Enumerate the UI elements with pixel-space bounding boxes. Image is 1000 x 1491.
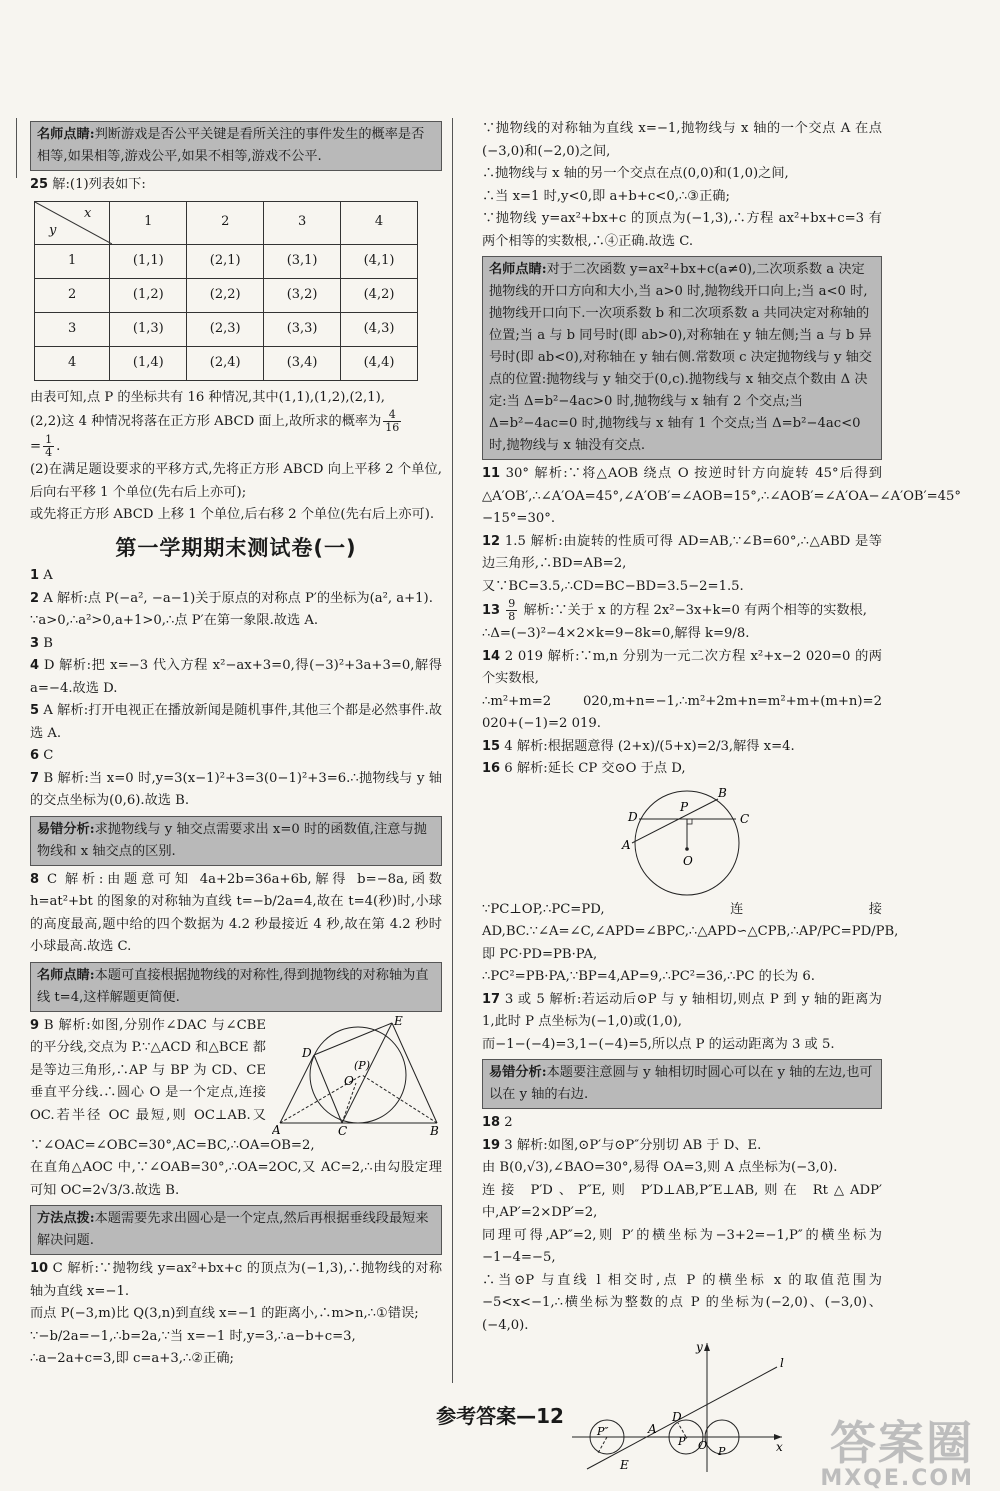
label-x: x xyxy=(776,1440,783,1454)
watermark-logo: 答案圈 xyxy=(830,1416,974,1470)
label-A: A xyxy=(648,1422,657,1436)
q19-line2: 由 B(0,√3),∠BAO=30°,易得 OA=3,则 A 点坐标为(−3,0). xyxy=(482,1160,838,1175)
q9-figure xyxy=(272,1015,442,1135)
right-line3: ∴当 x=1 时,y<0,即 a+b+c<0,∴③正确; xyxy=(482,188,730,204)
q25-line3: = $\frac{1}{4}$ . xyxy=(30,433,61,459)
q10-line4: ∴a−2a+c=3,即 c=a+3,∴②正确; xyxy=(30,1351,234,1366)
label-P: (P) xyxy=(354,1058,370,1072)
label-y: y xyxy=(696,1340,703,1354)
q9-block xyxy=(30,1015,442,1203)
q15: 15 4 解析:根据题意得 (2+x)/(5+x)=2/3,解得 x=4. xyxy=(482,738,795,754)
q17-line2: 而−1−(−4)=3,1−(−4)=5,所以点 P 的运动距离为 3 或 5. xyxy=(482,1036,835,1052)
q12-line2: 又∵BC=3.5,∴CD=BC−BD=3.5−2=1.5. xyxy=(482,578,744,594)
q8: 8 C 解析:由题意可知 4a+2b=36a+6b,解得 b=−8a,函数 h=at²+bt 的图象的对称轴为直线 t=−b/2a=4,故在 t=4(秒)时,小球的高度最高,题中给的四个数据为 4.2 秒最接近 4 秒,故在第 4.2 秒时小球最高.故选 C. xyxy=(30,871,442,954)
label-P: P xyxy=(718,1445,726,1458)
label-B: B xyxy=(718,785,727,800)
tip-box-4: 方法点拨:本题需要先求出圆心是一个定点,然后再根据垂线段最短来解决问题. xyxy=(30,1205,442,1255)
label-D: D xyxy=(672,1410,682,1424)
label-C: C xyxy=(740,811,750,826)
q25-line1: 由表可知,点 P 的坐标共有 16 种情况,其中(1,1),(1,2),(2,1), xyxy=(30,389,385,405)
left-margin-rule xyxy=(16,118,17,178)
watermark-url: MXQE.COM xyxy=(820,1466,974,1491)
table-row: 3 (1,3) (2,3) (3,3) (4,3) xyxy=(35,312,418,346)
q14: 14 2 019 解析:∵m,n 分别为一元二次方程 x²+x−2 020=0 的两个实数根, xyxy=(482,648,882,686)
label-O: O xyxy=(683,853,693,868)
tip-box-6: 易错分析:本题要注意圆与 y 轴相切时圆心可以在 y 轴的左边,也可以在 y 轴的右边. xyxy=(482,1059,882,1109)
fraction: $\frac{1}{4}$ xyxy=(45,433,53,459)
q4: 4 D 解析:把 x=−3 代入方程 x²−ax+3=0,得(−3)²+3a+3=0,解得 a=−4.故选 D. xyxy=(30,658,442,696)
table-row: 2 (1,2) (2,2) (3,2) (4,2) xyxy=(35,278,418,312)
q10-line3: ∵−b/2a=−1,∴b=2a,∵当 x=−1 时,y=3,∴a−b+c=3, xyxy=(30,1328,356,1344)
label-D: D xyxy=(628,809,638,824)
right-line4: ∵抛物线 y=ax²+bx+c 的顶点为(−1,3),∴方程 ax²+bx+c=3 有两个相等的实数根,∴④正确.故选 C. xyxy=(482,211,882,249)
tip-box-5: 名师点睛:对于二次函数 y=ax²+bx+c(a≠0),二次项系数 a 决定抛物线的开口方向和大小,当 a>0 时,抛物线开口向上;当 a<0 时,抛物线开口向下.一次项系数 b 和二次项系数 a 共同决定对称轴的位置;当 a 与 b 同号时(即 ab>0),对称轴在 y 轴左侧;当 a 与 b 异号时(即 ab<0),对称轴在 y 轴右侧.常数项 c 决定抛物线与 y 轴交点的位置:抛物线与 y 轴交于(0,c).抛物线与 x 轴交点个数由 Δ 决定:当 Δ=b²−4ac>0 时,抛物线与 x 轴有 2 个交点;当 Δ=b²−4ac=0 时,抛物线与 x 轴有 1 个交点;当 Δ=b²−4ac<0 时,抛物线与 x 轴没有交点. xyxy=(482,256,882,460)
right-line1: ∵抛物线的对称轴为直线 x=−1,抛物线与 x 轴的一个交点 A 在点(−3,0)和(−2,0)之间, xyxy=(482,121,882,159)
label-P: P xyxy=(680,799,689,814)
q12: 12 1.5 解析:由旋转的性质可得 AD=AB,∵∠B=60°,∴△ABD 是等边三角形,∴BD=AB=2, xyxy=(482,533,882,571)
q25-line4: (2)在满足题设要求的平移方式,先将正方形 ABCD 向上平移 2 个单位,后向右平移 1 个单位(先右后上亦可); xyxy=(30,462,442,500)
tip-box-1: 名师点睛:判断游戏是否公平关键是看所关注的事件发生的概率是否相等,如果相等,游戏公平,如果不相等,游戏不公平. xyxy=(30,121,442,171)
q19-line5: ∴当⊙P 与直线 l 相交时,点 P 的横坐标 x 的取值范围为−5<x<−1,∴横坐标为整数的点 P 的坐标为(−2,0)、(−3,0)、(−4,0). xyxy=(482,1272,882,1333)
label-l: l xyxy=(780,1356,784,1370)
label-B: B xyxy=(430,1123,439,1135)
table-row: 1 (1,1) (2,1) (3,1) (4,1) xyxy=(35,244,418,278)
label-A: A xyxy=(622,837,631,852)
label-P-double-prime: P″ xyxy=(597,1425,609,1438)
q7: 7 B 解析:当 x=0 时,y=3(x−1)²+3=3(0−1)²+3=6.∴抛物线与 y 轴的交点坐标为(0,6).故选 B. xyxy=(30,770,442,808)
tip-box-2: 易错分析:求抛物线与 y 轴交点需要求出 x=0 时的函数值,注意与抛物线和 x 轴交点的区别. xyxy=(30,816,442,866)
table-row: 4 (1,4) (2,4) (3,4) (4,4) xyxy=(35,346,418,380)
q19-line4: 同理可得,AP″=2,则 P′的横坐标为−3+2=−1,P″的横坐标为−1−4=−5, xyxy=(482,1227,882,1265)
tip-box-3: 名师点睛:本题可直接根据抛物线的对称性,得到抛物线的对称轴为直线 t=4,这样解题更简便. xyxy=(30,962,442,1012)
left-column xyxy=(30,118,442,1371)
q10-line2: 而点 P(−3,m)比 Q(3,n)到直线 x=−1 的距离小,∴m>n,∴①错误; xyxy=(30,1306,419,1321)
q25-line5: 或先将正方形 ABCD 上移 1 个单位,后右移 2 个单位(先右后上亦可). xyxy=(30,507,435,522)
section-title: 第一学期期末测试卷(一) xyxy=(115,535,357,560)
q19-line3: 连接 P′D、P″E,则 P′D⊥AB,P″E⊥AB,则在 Rt△ADP′中,AP′=2×DP′=2, xyxy=(482,1182,882,1220)
q19: 19 3 解析:如图,⊙P′与⊙P″分别切 AB 于 D、E. xyxy=(482,1137,762,1153)
q14-line2: ∴m²+m=2 020,m+n=−1,∴m²+2m+n=m²+m+(m+n)=2 020+(−1)=2 019. xyxy=(482,693,882,731)
fraction: $\frac{9}{8}$ xyxy=(508,597,516,623)
label-A: A xyxy=(272,1122,281,1135)
label-D: D xyxy=(302,1045,312,1060)
q1: 1 A xyxy=(30,568,53,583)
col-head: 4 xyxy=(341,201,418,244)
q16-figure xyxy=(482,781,882,899)
col-head: 1 xyxy=(110,201,187,244)
label-E: E xyxy=(394,1014,403,1028)
label-P-prime: P′ xyxy=(678,1435,688,1448)
q2: 2 A 解析:点 P(−a², −a−1)关于原点的对称点 P′的坐标为(a², a+1). xyxy=(30,590,433,606)
label-C: C xyxy=(338,1123,348,1135)
q25-head: 25 解:(1)列表如下: xyxy=(30,177,146,192)
q13-line2: ∴Δ=(−3)²−4×2×k=9−8k=0,解得 k=9/8. xyxy=(482,626,750,641)
right-line2: ∴抛物线与 x 轴的另一个交点在点(0,0)和(1,0)之间, xyxy=(482,166,789,181)
q16-line2: ∵PC⊥OP,∴PC=PD,连接 AD,BC.∵∠A=∠C,∠APD=∠BPC,∴△APD∽△CPB,∴AP/PC=PD/PB,即 PC·PD=PB·PA, xyxy=(482,901,899,962)
q9-line2: 在直角△AOC 中,∵∠OAB=30°,∴OA=2OC,又 AC=2,∴由勾股定理可知 OC=2√3/3.故选 B. xyxy=(30,1160,442,1198)
fraction: $\frac{4}{16}$ xyxy=(385,408,400,434)
q17: 17 3 或 5 解析:若运动后⊙P 与 y 轴相切,则点 P 到 y 轴的距离为 1,此时 P 点坐标为(−1,0)或(1,0), xyxy=(482,991,882,1029)
q9: 9 B 解析:如图,分别作∠DAC 与∠CBE 的平分线,交点为 P.∵△ACD 和△BCE 都是等边三角形,∴AP 与 BP 为 CD、CE 垂直平分线.∴圆心 O 是一个定点,连接 OC.若半径 OC 最短,则 OC⊥AB.又∵∠OAC=∠OBC=30°,AC=BC,∴OA=OB=2, xyxy=(30,1017,315,1153)
label-E: E xyxy=(620,1458,629,1472)
q6: 6 C xyxy=(30,748,54,763)
q13: 13 $\frac{9}{8}$ 解析:∵关于 x 的方程 2x²−3x+k=0 有两个相等的实数根, xyxy=(482,597,867,623)
table-corner: x y xyxy=(35,201,110,244)
q5: 5 A 解析:打开电视正在播放新闻是随机事件,其他三个都是必然事件.故选 A. xyxy=(30,703,442,741)
watermark xyxy=(820,1416,974,1491)
q11: 11 30° 解析:∵将△AOB 绕点 O 按逆时针方向旋转 45°后得到△A′OB′,∴∠A′OA=45°,∠A′OB′=∠AOB=15°,∴∠AOB′=∠A′OA−∠A′OB′=45°−15°=30°. xyxy=(482,466,962,526)
label-O: O xyxy=(698,1439,708,1452)
label-O: O xyxy=(344,1073,354,1088)
corner-diagonal xyxy=(35,202,112,244)
q25-table xyxy=(34,201,418,381)
q16: 16 6 解析:延长 CP 交⊙O 于点 D, xyxy=(482,761,686,776)
q10: 10 C 解析:∵抛物线 y=ax²+bx+c 的顶点为(−1,3),∴抛物线的对称轴为直线 x=−1. xyxy=(30,1261,443,1299)
q16-line3: ∴PC²=PB·PA,∵BP=4,AP=9,∴PC²=36,∴PC 的长为 6. xyxy=(482,969,815,984)
q18: 18 2 xyxy=(482,1115,513,1130)
q3: 3 B xyxy=(30,635,53,651)
q25-line2: (2,2)这 4 种情况将落在正方形 ABCD 面上,故所求的概率为 $\frac{4}{16}$ xyxy=(30,408,400,434)
column-divider xyxy=(452,118,453,1383)
col-head: 3 xyxy=(264,201,341,244)
col-head: 2 xyxy=(187,201,264,244)
q2-line2: ∵a>0,∴a²>0,a+1>0,∴点 P′在第一象限.故选 A. xyxy=(30,613,319,628)
page-footer: 参考答案—12 xyxy=(436,1404,564,1428)
